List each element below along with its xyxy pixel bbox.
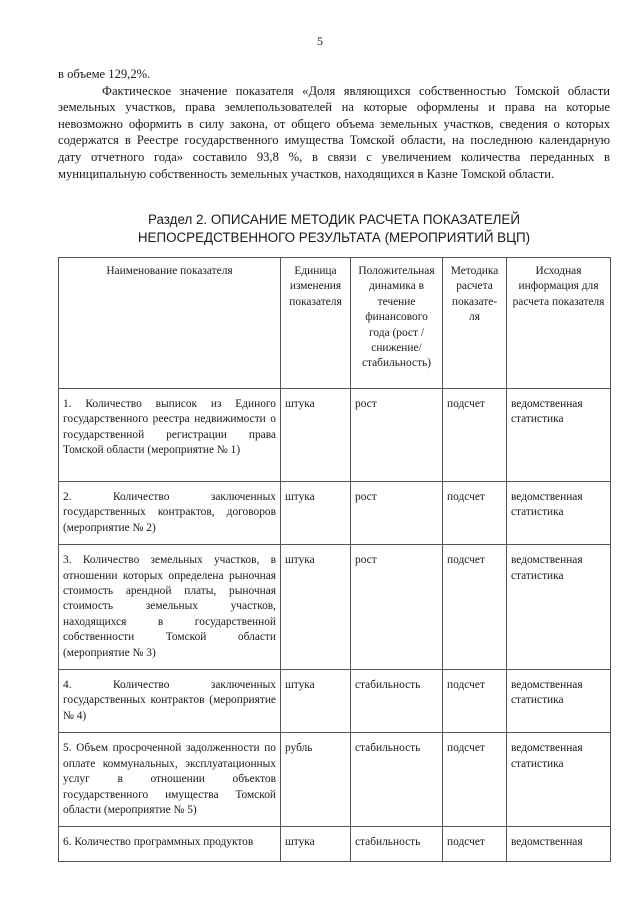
unit-cell: рубль bbox=[281, 733, 351, 827]
unit-cell: штука bbox=[281, 827, 351, 862]
header-unit: Единица изменения показателя bbox=[281, 258, 351, 389]
table-row bbox=[59, 670, 611, 733]
source-cell: ведомственная статистика bbox=[507, 482, 611, 545]
unit-cell: штука bbox=[281, 389, 351, 482]
table-row bbox=[59, 827, 611, 862]
header-method: Методика расчета показате-ля bbox=[443, 258, 507, 389]
dynamics-cell: рост bbox=[351, 389, 443, 482]
header-dynamics: Положительная динамика в течение финансового года (рост /снижение/ стабильность) bbox=[351, 258, 443, 389]
unit-cell: штука bbox=[281, 482, 351, 545]
method-cell: подсчет bbox=[443, 670, 507, 733]
method-cell: подсчет bbox=[443, 482, 507, 545]
table-row bbox=[59, 545, 611, 670]
indicator-name: 3. Количество земельных участков, в отношении которых определена рыночная стоимость арендной платы, рыночная стоимость земельных участков, находящихся в государственной собственности Томской области (мероприятие № 3) bbox=[59, 545, 281, 670]
dynamics-cell: рост bbox=[351, 545, 443, 670]
intro-text bbox=[58, 66, 610, 182]
indicator-name: 5. Объем просроченной задолженности по оплате коммунальных, эксплуатационных услуг в отношении объектов государственного имущества Томской области (мероприятие № 5) bbox=[59, 733, 281, 827]
source-cell: ведомственная статистика bbox=[507, 389, 611, 482]
indicator-name: 1. Количество выписок из Единого государственного реестра недвижимости о государственной регистрации права Томской области (мероприятие № 1) bbox=[59, 389, 281, 482]
dynamics-cell: стабильность bbox=[351, 733, 443, 827]
table-row bbox=[59, 389, 611, 482]
indicator-name: 4. Количество заключенных государственных контрактов (мероприятие № 4) bbox=[59, 670, 281, 733]
table-row bbox=[59, 482, 611, 545]
dynamics-cell: рост bbox=[351, 482, 443, 545]
header-source: Исходная информация для расчета показателя bbox=[507, 258, 611, 389]
header-indicator-name: Наименование показателя bbox=[59, 258, 281, 389]
source-cell: ведомственная bbox=[507, 827, 611, 862]
section-title-line-1: Раздел 2. ОПИСАНИЕ МЕТОДИК РАСЧЕТА ПОКАЗАТЕЛЕЙ bbox=[148, 212, 520, 227]
section-title-line-2: НЕПОСРЕДСТВЕННОГО РЕЗУЛЬТАТА (МЕРОПРИЯТИЙ ВЦП) bbox=[137, 229, 531, 245]
section-title bbox=[58, 211, 610, 246]
unit-cell: штука bbox=[281, 670, 351, 733]
method-cell: подсчет bbox=[443, 733, 507, 827]
source-cell: ведомственная статистика bbox=[507, 545, 611, 670]
page-number: 5 bbox=[317, 34, 323, 48]
unit-cell: штука bbox=[281, 545, 351, 670]
intro-paragraph: Фактическое значение показателя «Доля являющихся собственностью Томской области земельных участков, права землепользователей на которые оформлены и права на которые невозможно оформить в силу закона, от общего объема земельных участков, сведения о которых содержатся в Реестре государственного имущества Томской области, на последнюю календарную дату отчетного года» составило 93,8 %, в связи с увеличением количества переданных в муниципальную собственность земельных участков, находящихся в Казне Томской области. bbox=[58, 83, 610, 181]
source-cell: ведомственная статистика bbox=[507, 733, 611, 827]
table-header-row bbox=[59, 258, 611, 389]
source-cell: ведомственная статистика bbox=[507, 670, 611, 733]
dynamics-cell: стабильность bbox=[351, 827, 443, 862]
indicator-name: 6. Количество программных продуктов bbox=[59, 827, 281, 862]
intro-line: в объеме 129,2%. bbox=[58, 67, 151, 81]
method-cell: подсчет bbox=[443, 389, 507, 482]
table-row bbox=[59, 733, 611, 827]
methods-table bbox=[58, 257, 611, 862]
indicator-name: 2. Количество заключенных государственных контрактов, договоров (мероприятие № 2) bbox=[59, 482, 281, 545]
dynamics-cell: стабильность bbox=[351, 670, 443, 733]
method-cell: подсчет bbox=[443, 545, 507, 670]
method-cell: подсчет bbox=[443, 827, 507, 862]
